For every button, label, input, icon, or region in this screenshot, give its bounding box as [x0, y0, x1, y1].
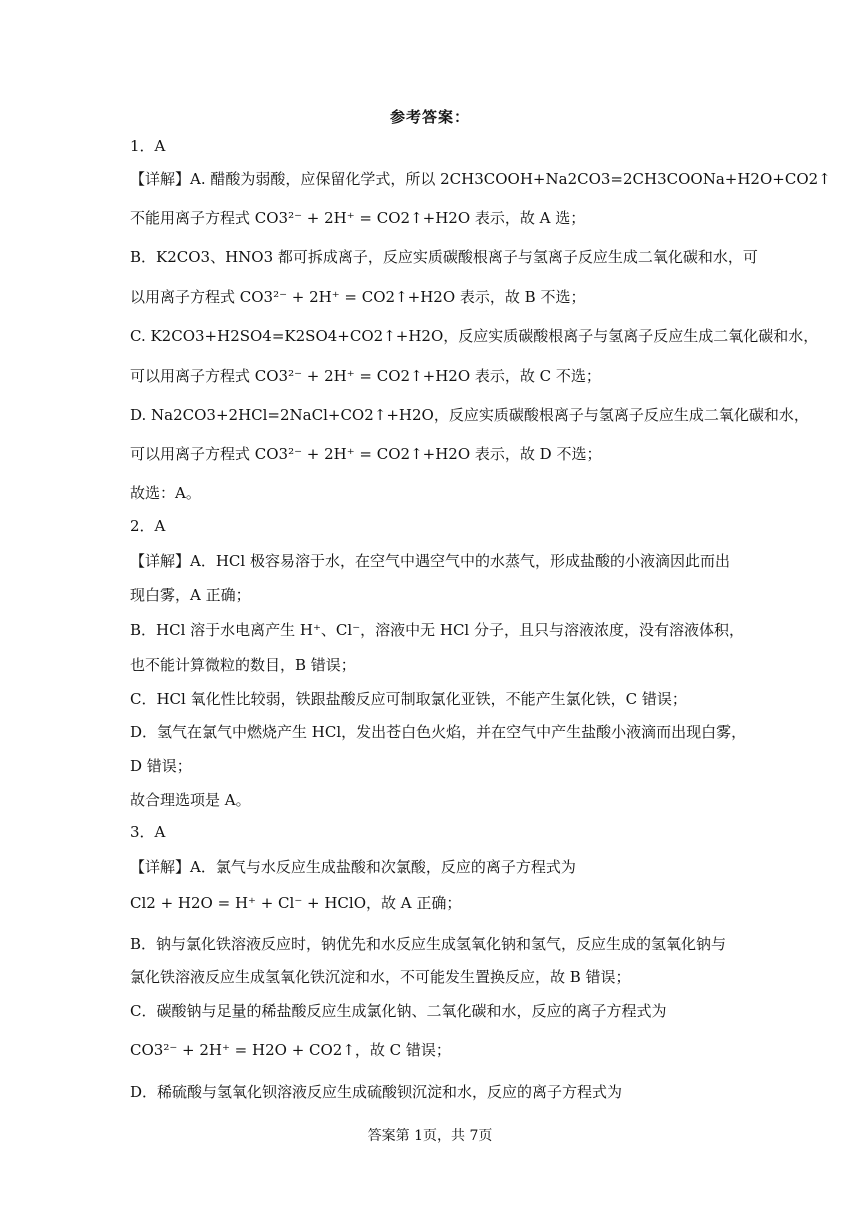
equation-line: CO3²⁻ + 2H⁺ = H2O + CO2↑，故 C 错误； — [130, 1041, 451, 1059]
explanation-line: C．碳酸钠与足量的稀盐酸反应生成氯化钠、二氧化碳和水，反应的离子方程式为 — [130, 1002, 667, 1020]
explanation-line: 也不能计算微粒的数目，B 错误； — [130, 656, 356, 674]
conclusion-line: 故合理选项是 A。 — [130, 791, 251, 809]
explanation-line: 可以用离子方程式 CO3²⁻ + 2H⁺ = CO2↑+H2O 表示，故 D 不选； — [130, 445, 602, 463]
explanation-line: D. Na2CO3+2HCl=2NaCl+CO2↑+H2O，反应实质碳酸根离子与氢离子反应生成二氧化碳和水， — [130, 406, 809, 424]
explanation-line: 【详解】A．氯气与水反应生成盐酸和次氯酸，反应的离子方程式为 — [130, 858, 576, 876]
answer-number: 3．A — [130, 823, 166, 841]
equation-line: Cl2 + H2O = H⁺ + Cl⁻ + HClO，故 A 正确； — [130, 894, 462, 912]
explanation-line: 【详解】A. 醋酸为弱酸，应保留化学式，所以 2CH3COOH+Na2CO3=2CH3COONa+H2O+CO2↑ — [130, 170, 831, 188]
explanation-line: 氯化铁溶液反应生成氢氧化铁沉淀和水，不可能发生置换反应，故 B 错误； — [130, 968, 631, 986]
answer-number: 1．A — [130, 137, 166, 155]
explanation-line: C. K2CO3+H2SO4=K2SO4+CO2↑+H2O，反应实质碳酸根离子与氢离子反应生成二氧化碳和水， — [130, 327, 819, 345]
explanation-line: B．HCl 溶于水电离产生 H⁺、Cl⁻，溶液中无 HCl 分子，且只与溶液浓度，没有溶液体积， — [130, 621, 744, 639]
page-footer: 答案第 1页，共 7页 — [367, 1128, 493, 1144]
explanation-line: 以用离子方程式 CO3²⁻ + 2H⁺ = CO2↑+H2O 表示，故 B 不选； — [130, 288, 586, 306]
explanation-line: D．氢气在氯气中燃烧产生 HCl，发出苍白色火焰，并在空气中产生盐酸小液滴而出现白雾， — [130, 723, 747, 741]
explanation-line: 可以用离子方程式 CO3²⁻ + 2H⁺ = CO2↑+H2O 表示，故 C 不选； — [130, 367, 601, 385]
explanation-line: 不能用离子方程式 CO3²⁻ + 2H⁺ = CO2↑+H2O 表示，故 A 选； — [130, 209, 586, 227]
explanation-line: 【详解】A．HCl 极容易溶于水，在空气中遇空气中的水蒸气，形成盐酸的小液滴因此而出 — [130, 552, 730, 570]
explanation-line: 现白雾，A 正确； — [130, 586, 251, 604]
conclusion-line: 故选：A。 — [130, 484, 201, 502]
explanation-line: B．K2CO3、HNO3 都可拆成离子，反应实质碳酸根离子与氢离子反应生成二氧化碳和水，可 — [130, 248, 758, 266]
explanation-line: B．钠与氯化铁溶液反应时，钠优先和水反应生成氢氧化钠和氢气，反应生成的氢氧化钠与 — [130, 935, 727, 953]
explanation-line: D．稀硫酸与氢氧化钡溶液反应生成硫酸钡沉淀和水，反应的离子方程式为 — [130, 1083, 623, 1101]
page-title: 参考答案： — [389, 108, 470, 126]
explanation-line: C．HCl 氧化性比较弱，铁跟盐酸反应可制取氯化亚铁，不能产生氯化铁，C 错误； — [130, 690, 687, 708]
answer-number: 2．A — [130, 517, 166, 535]
explanation-line: D 错误； — [130, 757, 192, 775]
